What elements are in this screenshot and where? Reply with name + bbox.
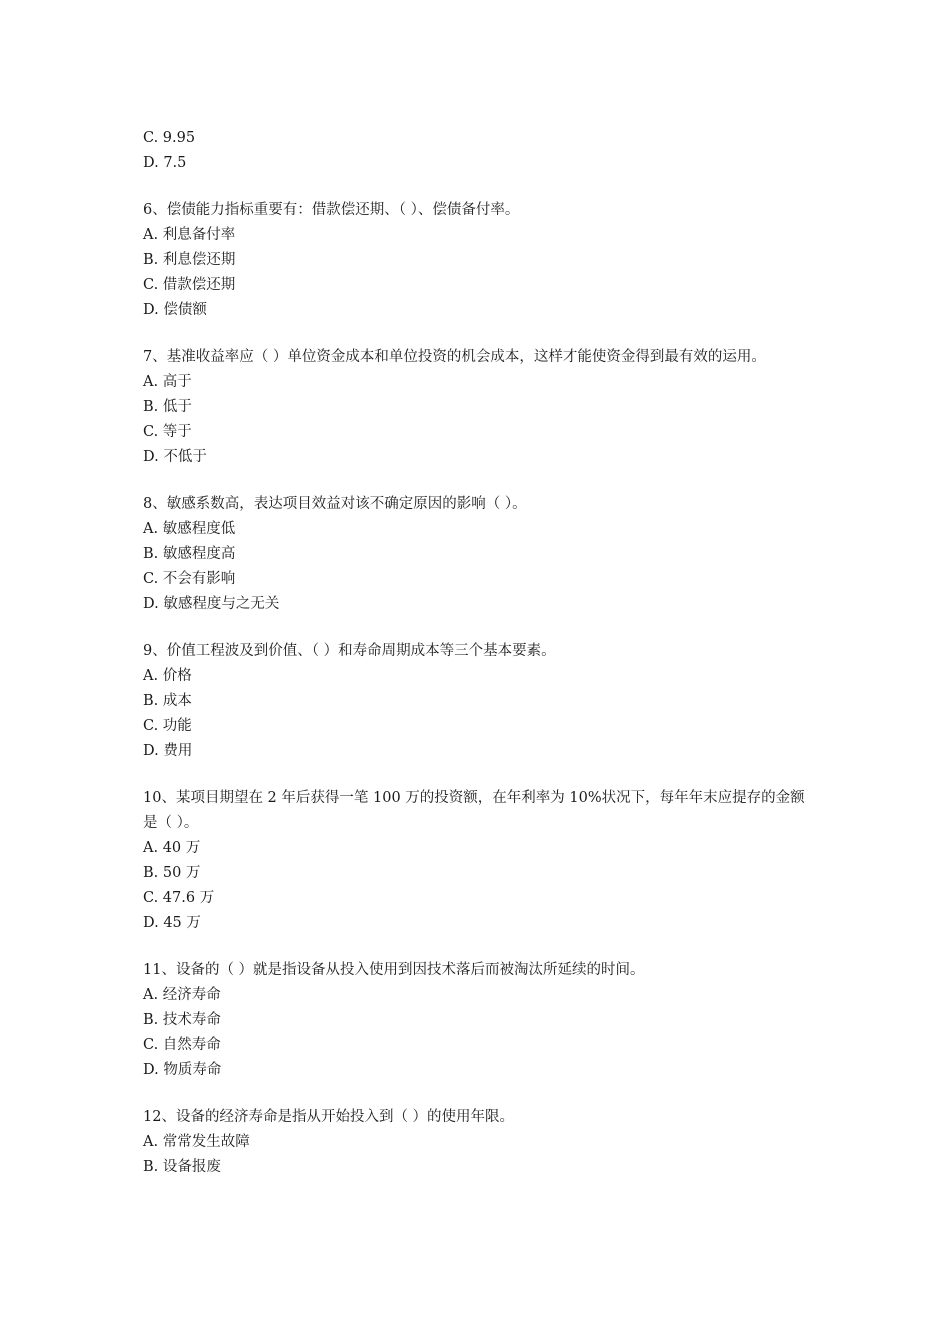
option-line: D. 不低于 — [143, 449, 207, 465]
option-line: B. 成本 — [143, 693, 192, 709]
option-line: C. 借款偿还期 — [143, 277, 236, 293]
option-line: A. 40 万 — [143, 840, 201, 856]
option-line: C. 功能 — [143, 718, 192, 734]
option-line: D. 物质寿命 — [143, 1062, 222, 1078]
option-line: B. 敏感程度高 — [143, 546, 236, 562]
option-line: A. 敏感程度低 — [143, 521, 236, 537]
question-8 — [143, 492, 813, 617]
question-7 — [143, 345, 813, 470]
question-stem: 9、价值工程波及到价值、（ ）和寿命周期成本等三个基本要素。 — [143, 643, 556, 659]
option-line: D. 7.5 — [143, 155, 187, 171]
question-12 — [143, 1105, 813, 1180]
option-line: D. 费用 — [143, 743, 193, 759]
option-line: A. 经济寿命 — [143, 987, 221, 1003]
question-stem: 12、设备的经济寿命是指从开始投入到（ ）的使用年限。 — [143, 1109, 515, 1125]
question-stem: 7、基准收益率应（ ）单位资金成本和单位投资的机会成本，这样才能使资金得到最有效的运用。 — [143, 349, 766, 365]
option-line: A. 常常发生故障 — [143, 1134, 250, 1150]
option-line: A. 利息备付率 — [143, 227, 236, 243]
question-6 — [143, 198, 813, 323]
question-stem: 6、偿债能力指标重要有：借款偿还期、（ ）、偿债备付率。 — [143, 202, 520, 218]
option-line: D. 45 万 — [143, 915, 201, 931]
question-stem: 10、某项目期望在 2 年后获得一笔 100 万的投资额，在年利率为 10%状况下，每年年末应提存的金额是（ ）。 — [143, 790, 805, 831]
question-9 — [143, 639, 813, 764]
question-stem: 8、敏感系数高，表达项目效益对该不确定原因的影响（ ）。 — [143, 496, 527, 512]
option-line: A. 高于 — [143, 374, 192, 390]
option-line: B. 设备报废 — [143, 1159, 221, 1175]
question-11 — [143, 958, 813, 1083]
option-line: A. 价格 — [143, 668, 192, 684]
leading-options — [143, 126, 813, 176]
option-line: B. 技术寿命 — [143, 1012, 221, 1028]
option-line: B. 利息偿还期 — [143, 252, 236, 268]
option-line: D. 偿债额 — [143, 302, 207, 318]
option-line: B. 低于 — [143, 399, 192, 415]
question-10 — [143, 786, 813, 936]
option-line: D. 敏感程度与之无关 — [143, 596, 280, 612]
option-line: C. 47.6 万 — [143, 890, 215, 906]
option-line: C. 等于 — [143, 424, 192, 440]
question-stem: 11、设备的（ ）就是指设备从投入使用到因技术落后而被淘汰所延续的时间。 — [143, 962, 645, 978]
option-line: C. 自然寿命 — [143, 1037, 221, 1053]
option-line: C. 不会有影响 — [143, 571, 236, 587]
option-line: B. 50 万 — [143, 865, 201, 881]
option-line: C. 9.95 — [143, 130, 196, 146]
document-page — [143, 126, 813, 1180]
